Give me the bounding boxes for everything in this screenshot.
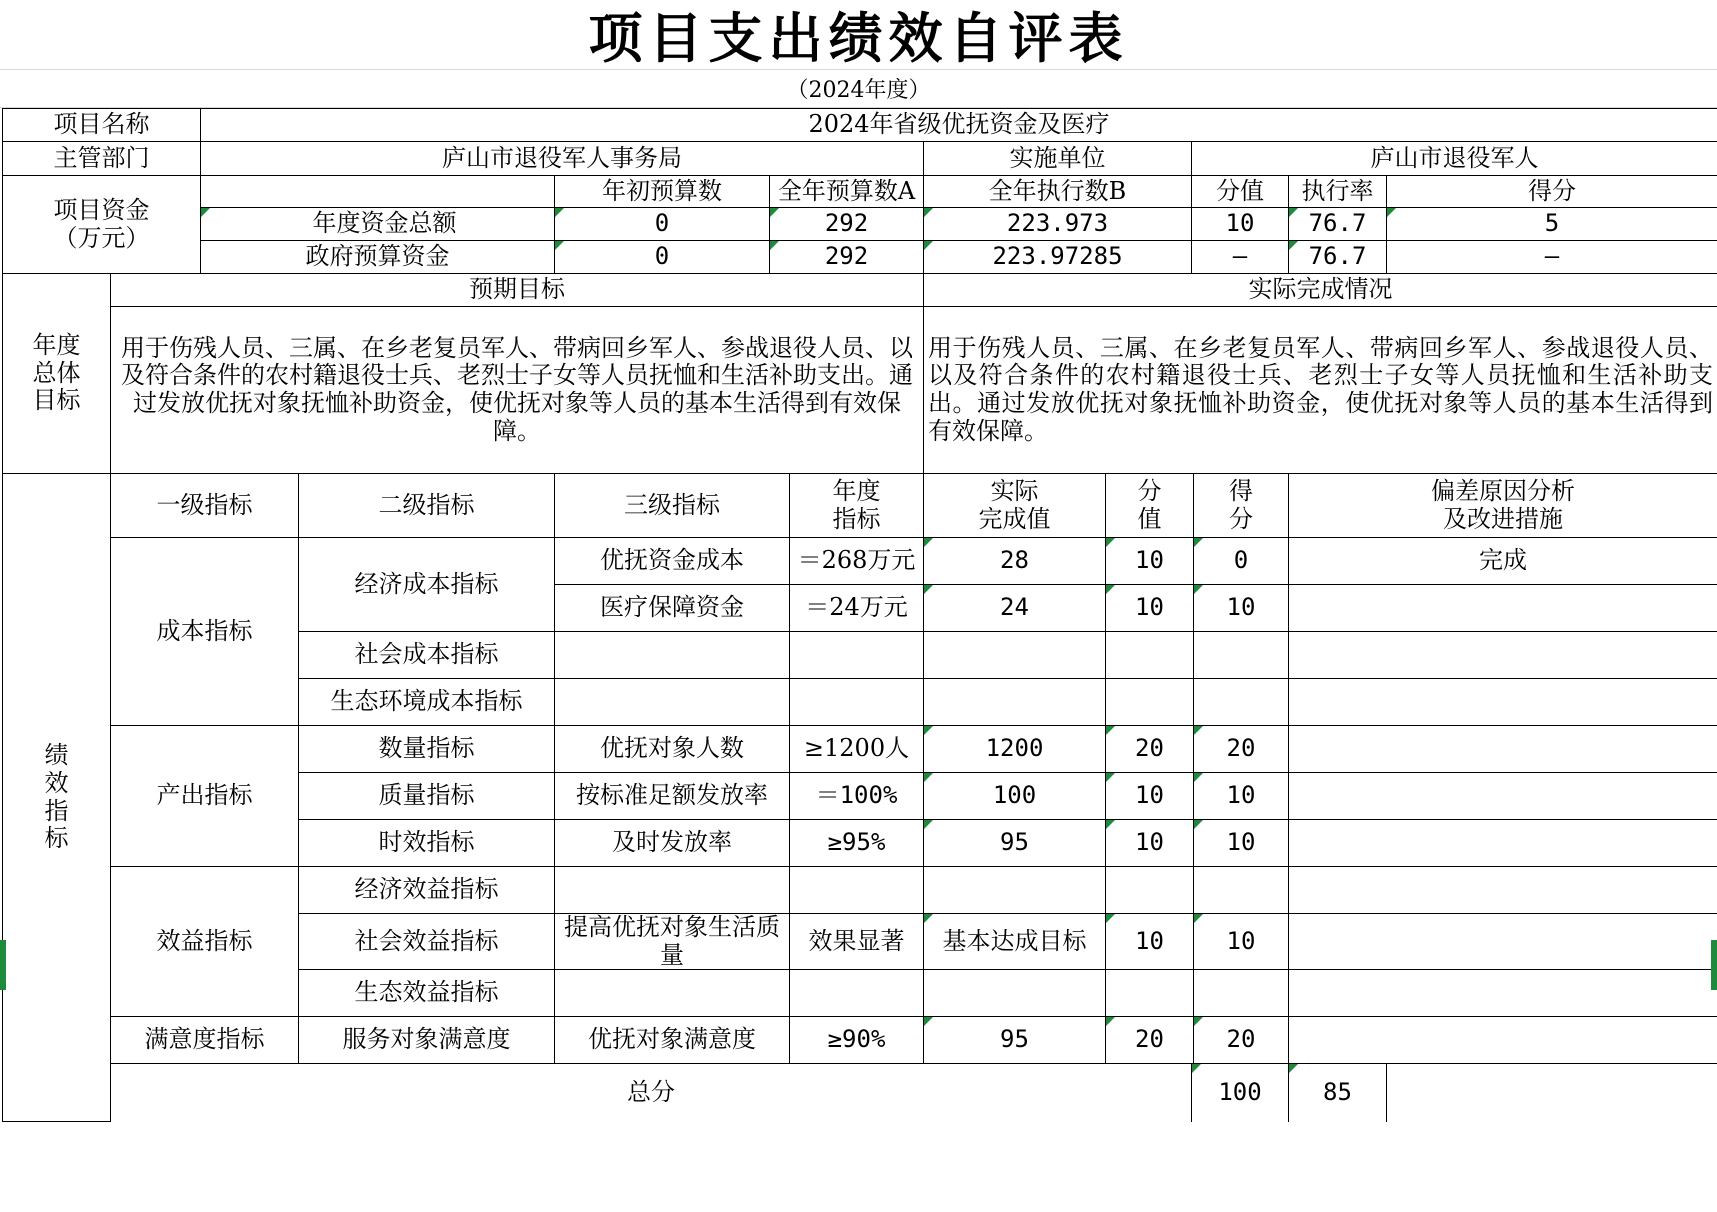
ind-r1-score[interactable]: 0 bbox=[1194, 538, 1289, 585]
funds-header-score: 得分 bbox=[1387, 176, 1717, 208]
goals-expected-text[interactable]: 用于伤残人员、三属、在乡老复员军人、带病回乡军人、参战退役人员、以及符合条件的农村籍退役士兵、老烈士子女等人员抚恤和生活补助支出。通过发放优抚对象抚恤补助资金，使优抚对象等人员的基本生活得到有效保障。 bbox=[111, 307, 924, 474]
dept-value[interactable]: 庐山市退役军人事务局 bbox=[201, 142, 924, 176]
ind-cost-social-actual[interactable] bbox=[924, 632, 1106, 679]
funds-header-exec: 全年执行数B bbox=[924, 176, 1192, 208]
ind-r5-note[interactable] bbox=[1289, 820, 1717, 867]
project-name-label: 项目名称 bbox=[3, 109, 201, 142]
funds-row-total-score-val[interactable]: 10 bbox=[1192, 208, 1289, 241]
ind-r4-target[interactable]: ＝100% bbox=[790, 773, 924, 820]
goals-label: 年度 总体 目标 bbox=[3, 274, 111, 474]
impl-value[interactable]: 庐山市退役军人 bbox=[1192, 142, 1717, 176]
funds-row-gov-exec[interactable]: 223.97285 bbox=[924, 241, 1192, 274]
ind-cost-social-l3[interactable] bbox=[555, 632, 790, 679]
ind-r3-score[interactable]: 20 bbox=[1194, 726, 1289, 773]
funds-header-score-val: 分值 bbox=[1192, 176, 1289, 208]
ind-r1-target[interactable]: ＝268万元 bbox=[790, 538, 924, 585]
ind-output-l1: 产出指标 bbox=[111, 726, 299, 867]
impl-label: 实施单位 bbox=[924, 142, 1192, 176]
left-edge-marker bbox=[0, 940, 6, 990]
ind-r8-note[interactable] bbox=[1289, 970, 1717, 1017]
goals-actual-header: 实际完成情况 bbox=[924, 274, 1717, 307]
funds-row-gov-name: 政府预算资金 bbox=[201, 241, 555, 274]
right-edge-marker bbox=[1711, 940, 1717, 990]
funds-header-blank bbox=[201, 176, 555, 208]
ind-cost-eco-note[interactable] bbox=[1289, 679, 1717, 726]
ind-r7-val[interactable]: 10 bbox=[1106, 914, 1194, 970]
ind-r9-target[interactable]: ≥90% bbox=[790, 1017, 924, 1064]
ind-header-val: 分 值 bbox=[1106, 474, 1194, 538]
funds-row-total-full[interactable]: 292 bbox=[770, 208, 924, 241]
ind-r9-l2: 服务对象满意度 bbox=[299, 1017, 555, 1064]
ind-r3-l2: 数量指标 bbox=[299, 726, 555, 773]
ind-r5-l3: 及时发放率 bbox=[555, 820, 790, 867]
ind-header-note: 偏差原因分析 及改进措施 bbox=[1289, 474, 1717, 538]
ind-r9-l3: 优抚对象满意度 bbox=[555, 1017, 790, 1064]
funds-header-init: 年初预算数 bbox=[555, 176, 770, 208]
ind-r2-score[interactable]: 10 bbox=[1194, 585, 1289, 632]
ind-r6-l3[interactable] bbox=[555, 867, 790, 914]
ind-r5-l2: 时效指标 bbox=[299, 820, 555, 867]
ind-r2-target[interactable]: ＝24万元 bbox=[790, 585, 924, 632]
total-score[interactable]: 85 bbox=[1289, 1064, 1387, 1122]
funds-row-gov-full[interactable]: 292 bbox=[770, 241, 924, 274]
ind-r1-l3: 优抚资金成本 bbox=[555, 538, 790, 585]
ind-r8-target[interactable] bbox=[790, 970, 924, 1017]
funds-row-total-init[interactable]: 0 bbox=[555, 208, 770, 241]
ind-cost-econ: 经济成本指标 bbox=[299, 538, 555, 632]
ind-r7-actual[interactable]: 基本达成目标 bbox=[924, 914, 1106, 970]
ind-cost-social-note[interactable] bbox=[1289, 632, 1717, 679]
ind-r7-score[interactable]: 10 bbox=[1194, 914, 1289, 970]
ind-r4-val[interactable]: 10 bbox=[1106, 773, 1194, 820]
funds-row-gov-init[interactable]: 0 bbox=[555, 241, 770, 274]
ind-cost-eco-target[interactable] bbox=[790, 679, 924, 726]
ind-r4-actual[interactable]: 100 bbox=[924, 773, 1106, 820]
ind-r6-target[interactable] bbox=[790, 867, 924, 914]
ind-r1-note[interactable]: 完成 bbox=[1289, 538, 1717, 585]
ind-r8-actual[interactable] bbox=[924, 970, 1106, 1017]
ind-header-l2: 二级指标 bbox=[299, 474, 555, 538]
ind-r6-l2: 经济效益指标 bbox=[299, 867, 555, 914]
funds-row-total-rate[interactable]: 76.7 bbox=[1289, 208, 1387, 241]
ind-r4-l3: 按标准足额发放率 bbox=[555, 773, 790, 820]
ind-cost-social-target[interactable] bbox=[790, 632, 924, 679]
ind-r4-l2: 质量指标 bbox=[299, 773, 555, 820]
ind-r7-l2: 社会效益指标 bbox=[299, 914, 555, 970]
funds-row-gov-rate[interactable]: 76.7 bbox=[1289, 241, 1387, 274]
self-evaluation-table bbox=[2, 108, 1717, 1122]
ind-r9-actual[interactable]: 95 bbox=[924, 1017, 1106, 1064]
indicators-label: 绩 效 指 标 bbox=[3, 474, 111, 1122]
ind-r6-actual[interactable] bbox=[924, 867, 1106, 914]
ind-r1-actual[interactable]: 28 bbox=[924, 538, 1106, 585]
ind-r7-note[interactable] bbox=[1289, 914, 1717, 970]
ind-cost-l1: 成本指标 bbox=[111, 538, 299, 726]
ind-r2-l3: 医疗保障资金 bbox=[555, 585, 790, 632]
ind-header-actual: 实际 完成值 bbox=[924, 474, 1106, 538]
page-title: 项目支出绩效自评表 bbox=[0, 0, 1717, 70]
ind-cost-eco-score[interactable] bbox=[1194, 679, 1289, 726]
total-val[interactable]: 100 bbox=[1192, 1064, 1289, 1122]
project-name[interactable]: 2024年省级优抚资金及医疗 bbox=[201, 109, 1717, 142]
ind-r4-score[interactable]: 10 bbox=[1194, 773, 1289, 820]
ind-r7-target[interactable]: 效果显著 bbox=[790, 914, 924, 970]
ind-r8-val[interactable] bbox=[1106, 970, 1194, 1017]
ind-cost-social-val[interactable] bbox=[1106, 632, 1194, 679]
goals-expected-header: 预期目标 bbox=[111, 274, 924, 307]
ind-cost-social-score[interactable] bbox=[1194, 632, 1289, 679]
ind-r5-target[interactable]: ≥95% bbox=[790, 820, 924, 867]
ind-cost-eco-val[interactable] bbox=[1106, 679, 1194, 726]
funds-row-gov-score-val[interactable]: — bbox=[1192, 241, 1289, 274]
ind-header-target: 年度 指标 bbox=[790, 474, 924, 538]
funds-header-rate: 执行率 bbox=[1289, 176, 1387, 208]
ind-r5-score[interactable]: 10 bbox=[1194, 820, 1289, 867]
funds-row-gov-score[interactable]: — bbox=[1387, 241, 1717, 274]
ind-r2-note[interactable] bbox=[1289, 585, 1717, 632]
goals-actual-text[interactable]: 用于伤残人员、三属、在乡老复员军人、带病回乡军人、参战退役人员、以及符合条件的农村籍退役士兵、老烈士子女等人员抚恤和生活补助支出。通过发放优抚对象抚恤补助资金，使优抚对象等人员的基本生活得到有效保障。 bbox=[924, 307, 1717, 474]
ind-header-l1: 一级指标 bbox=[111, 474, 299, 538]
ind-r3-note[interactable] bbox=[1289, 726, 1717, 773]
ind-r5-val[interactable]: 10 bbox=[1106, 820, 1194, 867]
ind-r8-l2: 生态效益指标 bbox=[299, 970, 555, 1017]
ind-r3-val[interactable]: 20 bbox=[1106, 726, 1194, 773]
funds-header-full: 全年预算数A bbox=[770, 176, 924, 208]
ind-r3-l3: 优抚对象人数 bbox=[555, 726, 790, 773]
ind-benefit-l1: 效益指标 bbox=[111, 867, 299, 1017]
ind-r6-score[interactable] bbox=[1194, 867, 1289, 914]
ind-cost-eco-actual[interactable] bbox=[924, 679, 1106, 726]
dept-label: 主管部门 bbox=[3, 142, 201, 176]
ind-cost-eco-l3[interactable] bbox=[555, 679, 790, 726]
ind-r2-val[interactable]: 10 bbox=[1106, 585, 1194, 632]
ind-r5-actual[interactable]: 95 bbox=[924, 820, 1106, 867]
ind-r9-note[interactable] bbox=[1289, 1017, 1717, 1064]
total-label: 总分 bbox=[111, 1064, 1192, 1122]
ind-r2-actual[interactable]: 24 bbox=[924, 585, 1106, 632]
ind-r4-note[interactable] bbox=[1289, 773, 1717, 820]
ind-r9-val[interactable]: 20 bbox=[1106, 1017, 1194, 1064]
ind-header-score: 得 分 bbox=[1194, 474, 1289, 538]
ind-header-l3: 三级指标 bbox=[555, 474, 790, 538]
ind-r8-score[interactable] bbox=[1194, 970, 1289, 1017]
ind-r6-val[interactable] bbox=[1106, 867, 1194, 914]
ind-r7-l3: 提高优抚对象生活质量 bbox=[555, 914, 790, 970]
ind-cost-social: 社会成本指标 bbox=[299, 632, 555, 679]
funds-row-total-score[interactable]: 5 bbox=[1387, 208, 1717, 241]
ind-r1-val[interactable]: 10 bbox=[1106, 538, 1194, 585]
total-note[interactable] bbox=[1387, 1064, 1717, 1122]
funds-label: 项目资金 （万元） bbox=[3, 176, 201, 274]
report-year: （2024年度） bbox=[0, 70, 1717, 108]
ind-r9-l1: 满意度指标 bbox=[111, 1017, 299, 1064]
funds-row-total-exec[interactable]: 223.973 bbox=[924, 208, 1192, 241]
ind-cost-eco: 生态环境成本指标 bbox=[299, 679, 555, 726]
ind-r3-actual[interactable]: 1200 bbox=[924, 726, 1106, 773]
ind-r8-l3[interactable] bbox=[555, 970, 790, 1017]
ind-r9-score[interactable]: 20 bbox=[1194, 1017, 1289, 1064]
ind-r3-target[interactable]: ≥1200人 bbox=[790, 726, 924, 773]
ind-r6-note[interactable] bbox=[1289, 867, 1717, 914]
funds-row-total-name: 年度资金总额 bbox=[201, 208, 555, 241]
